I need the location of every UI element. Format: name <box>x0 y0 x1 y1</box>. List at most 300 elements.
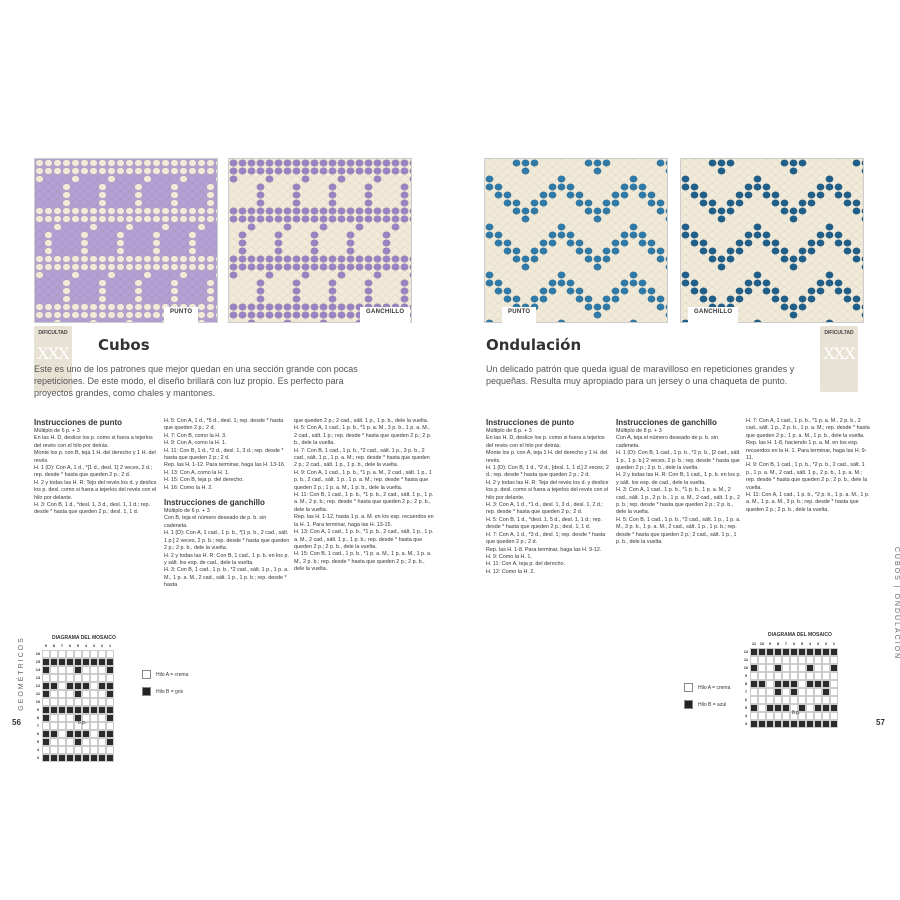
knit-swatch-image <box>34 158 218 323</box>
chart-cell <box>822 688 830 696</box>
pattern-intro: Un delicado patrón que queda igual de maravilloso en repeticiones grandes y pequeñas. Resulta muy apropiado para un jersey o una chaqueta de punto. <box>486 364 795 386</box>
chart-cell <box>822 656 830 664</box>
chart-cell <box>750 696 758 704</box>
chart-cell <box>750 688 758 696</box>
chart-cell <box>66 746 74 754</box>
chart-cell <box>822 696 830 704</box>
chart-cell <box>82 690 90 698</box>
chart-cell <box>58 746 66 754</box>
difficulty-marks: XXX <box>37 344 69 363</box>
chart-cell <box>750 672 758 680</box>
chart-row-number: 10 <box>743 665 749 670</box>
chart-cell <box>814 656 822 664</box>
chart-cell <box>750 704 758 712</box>
chart-cell <box>806 720 814 728</box>
chart-cell <box>42 658 50 666</box>
chart-cell <box>58 682 66 690</box>
chart-cell <box>98 674 106 682</box>
chart-cell <box>66 658 74 666</box>
chart-cell <box>90 730 98 738</box>
chart-cell <box>798 672 806 680</box>
chart-cell <box>758 688 766 696</box>
chart-cell <box>42 730 50 738</box>
chart-row-number: 7 <box>36 723 40 728</box>
swatch-label-knit: PUNTO <box>164 307 198 741</box>
crochet-swatch-image <box>680 158 864 323</box>
chart-column-number: 3 <box>816 641 820 646</box>
chart-cell <box>790 656 798 664</box>
chart-cell <box>82 666 90 674</box>
swatch-label-knit: PUNTO <box>502 307 536 741</box>
chart-cell <box>798 680 806 688</box>
chart-cell <box>66 698 74 706</box>
chart-cell <box>50 674 58 682</box>
chart-cell <box>774 688 782 696</box>
chart-column-number: 11 <box>751 641 757 646</box>
chart-cell <box>790 672 798 680</box>
mosaic-grid <box>742 640 838 728</box>
chart-cell <box>74 706 82 714</box>
chart-cell <box>782 696 790 704</box>
chart-cell <box>42 714 50 722</box>
chart-cell <box>74 754 82 762</box>
chart-cell <box>58 690 66 698</box>
chart-cell <box>766 656 774 664</box>
knit-heading: Instrucciones de punto <box>486 418 575 427</box>
chart-cell <box>90 754 98 762</box>
chart-cell <box>66 666 74 674</box>
chart-cell <box>58 698 66 706</box>
chart-width-label: 6 p. <box>78 720 87 726</box>
chart-cell <box>798 664 806 672</box>
chart-cell <box>66 690 74 698</box>
difficulty-label: DIFICULTAD <box>38 330 68 336</box>
chart-cell <box>106 706 114 714</box>
chart-cell <box>758 648 766 656</box>
knit-swatch-image <box>484 158 668 323</box>
chart-cell <box>782 688 790 696</box>
chart-cell <box>798 648 806 656</box>
chart-cell <box>782 648 790 656</box>
chart-cell <box>106 738 114 746</box>
chart-cell <box>66 754 74 762</box>
chart-cell <box>90 706 98 714</box>
chart-cell <box>774 712 782 720</box>
legend-label-b: Hilo B = gris <box>156 688 184 695</box>
chart-cell <box>42 682 50 690</box>
chart-cell <box>106 666 114 674</box>
chart-cell <box>50 658 58 666</box>
chart-cell <box>814 712 822 720</box>
chart-column-number: 6 <box>68 643 72 648</box>
chart-cell <box>782 712 790 720</box>
chart-cell <box>98 746 106 754</box>
crochet-heading: Instrucciones de ganchillo <box>164 498 265 508</box>
chart-cell <box>82 682 90 690</box>
chart-cell <box>82 698 90 706</box>
chart-column-number: 10 <box>759 641 765 646</box>
chart-cell <box>98 722 106 730</box>
chart-cell <box>66 730 74 738</box>
chart-cell <box>822 720 830 728</box>
chart-cell <box>822 680 830 688</box>
chart-column-number: 9 <box>768 641 772 646</box>
difficulty-marks: XXX <box>823 344 855 363</box>
chart-cell <box>58 722 66 730</box>
chart-cell <box>774 672 782 680</box>
chart-column-number: 5 <box>76 643 80 648</box>
chart-cell <box>750 720 758 728</box>
chart-cell <box>774 704 782 712</box>
chart-row-number: 12 <box>35 683 41 688</box>
chart-cell <box>42 698 50 706</box>
legend <box>142 670 188 704</box>
chart-cell <box>82 650 90 658</box>
chart-column-number: 5 <box>800 641 804 646</box>
chart-width-label: 8 p. <box>792 710 801 716</box>
legend-label-a: Hilo A = crema <box>156 671 189 678</box>
chart-cell <box>106 746 114 754</box>
chart-cell <box>66 714 74 722</box>
col2-text: H. 5: Con A, 1 d., *5 d., desl. 1; rep. desde * hasta que queden 2 p.; 2 d. H. 7: Con B, como la H. 3. H. 9: Con A, como la H. 1. H. 11: Con B, 1 d., *2 d., desl. 1, 3 d.; rep. desde * hasta que queden 2 p.; 2 d. Rep. las H. 1-12. Para terminar, haga las H. 13-16. H. 13: Con A, como la H. 1. H. 15: Con B, teja p. del derecho. H. 16: Como la H. 2. <box>164 418 286 491</box>
chart-cell <box>798 720 806 728</box>
chart-row-number: 3 <box>744 721 748 726</box>
knit-text: Múltiplo de 6 p. + 3 En las H. D, deslice los p. como si fuera a tejerlos del revés con el hilo por detrás. Monte los p. con B, teja 1 H. del derecho y 1 H. del revés. H. 1 (D): Con A, 1 d., *[1 d., desl. 1] 2 veces, 2 d.; rep. desde * hasta que queden 2 p.; 2 d. H. 2 y todas las H. R: Tejo del revés los d. y deslice los p. desl. como si fuera a tejerlos del revés con el hilo por delante. H. 3: Con B, 1 d., *desl. 1, 3 d., desl. 1, 1 d.; rep. desde * hasta que queden 2 p.; desl. 1, 1 d. <box>34 428 157 516</box>
chart-cell <box>766 712 774 720</box>
chart-cell <box>90 722 98 730</box>
chart-cell <box>98 754 106 762</box>
chart-cell <box>66 650 74 658</box>
chart-cell <box>98 658 106 666</box>
chart-cell <box>98 690 106 698</box>
chart-row-number: 5 <box>36 739 40 744</box>
chart-cell <box>758 704 766 712</box>
chart-cell <box>50 746 58 754</box>
crochet-heading: Instrucciones de ganchillo <box>616 418 717 427</box>
chart-cell <box>106 674 114 682</box>
chart-column-number: 1 <box>108 643 112 648</box>
chart-cell <box>814 680 822 688</box>
difficulty-label: DIFICULTAD <box>824 330 854 336</box>
chart-cell <box>90 658 98 666</box>
chart-row-number: 16 <box>35 651 41 656</box>
chart-cell <box>58 714 66 722</box>
legend-item-a <box>684 683 730 692</box>
chart-cell <box>90 698 98 706</box>
chart-cell <box>98 698 106 706</box>
chart-corner <box>742 640 750 648</box>
chart-cell <box>774 664 782 672</box>
chart-cell <box>74 682 82 690</box>
chart-row-number: 4 <box>36 747 40 752</box>
chart-cell <box>766 672 774 680</box>
chart-cell <box>42 674 50 682</box>
chart-cell <box>90 666 98 674</box>
chart-column-number: 7 <box>784 641 788 646</box>
right-page <box>458 150 870 740</box>
page-number-right: 57 <box>876 718 885 727</box>
chart-cell <box>790 720 798 728</box>
col3-text: que queden 2 p.; 2 cad., sált. 1 p., 1 p. b., dele la vuelta. H. 5: Con A, 1 cad., 1 p. b., *1 p. a. M., 3 p. b., 1 p. a. M., 2 cad., sált. 1 p.; rep. desde * hasta que queden 2 p.; 2 p. b., dele la vuelta. H. 7: Con B, 1 cad., 1 p. b., *2 cad., sált. 1 p., 3 p. b., 2 cad., sált. 1 p., 1 p. a. M.; rep. desde * hasta que queden 2 p.; 2 cad., sált. 1 p., 1 p. b., dele la vuelta. H. 9: Con A, 1 cad., 1 p. b., *1 p. a. M., 2 cad., sált. 1 p., 1 p. b., 2 cad., sált. 1 p., 1 p. a. M.; rep. desde * hasta que queden 2 p.; 1 p. a. M., 1 p. b., dele la vuelta. H. 11: Con B, 1 cad., 1 p. b., *1 p. b., 2 cad., sált. 1 p., 1 p. a. M., 2 p. b.; rep. desde * hasta que queden 2 p.; 2 p. b., dele la vuelta. Rep. las H. 1-12, hasta 1 p. a. M. en los esp. recuerdos en la H. 1. Para terminar, haga las H. 13-15. H. 13: Con A, 1 cad., 1 p. b., *1 p. b., 2 cad., sált. 1 p., 1 p. a. M., 2 cad., sált. 1 p., 1 p. b.; rep. desde * hasta que queden 2 p.; 2 p. b., dele la vuelta. H. 15: Con B, 1 cad., 1 p. b., *1 p. a. M., 1 p. a. M., 1 p. a. M., 2 p. b.; rep. desde * hasta que queden 2 p.; 2 p. b., dele la vuelta. <box>294 418 434 573</box>
chart-cell <box>830 696 838 704</box>
chart-cell <box>82 674 90 682</box>
chart-row-number: 15 <box>35 659 41 664</box>
chart-cell <box>806 688 814 696</box>
chart-cell <box>830 648 838 656</box>
chart-cell <box>814 648 822 656</box>
chart-cell <box>822 648 830 656</box>
chart-column-number: 1 <box>832 641 836 646</box>
chart-cell <box>66 722 74 730</box>
chart-column-number: 8 <box>776 641 780 646</box>
chart-cell <box>74 746 82 754</box>
chart-cell <box>106 754 114 762</box>
chart-cell <box>106 658 114 666</box>
chart-cell <box>106 714 114 722</box>
chart-cell <box>50 650 58 658</box>
chart-cell <box>74 698 82 706</box>
chart-cell <box>782 720 790 728</box>
chart-row-number: 3 <box>36 755 40 760</box>
chart-cell <box>66 738 74 746</box>
chart-cell <box>66 682 74 690</box>
chart-cell <box>98 730 106 738</box>
chart-cell <box>50 754 58 762</box>
chart-cell <box>798 656 806 664</box>
chart-cell <box>50 698 58 706</box>
chart-cell <box>42 738 50 746</box>
side-text-right: CUBOS | ONDULACIÓN <box>893 546 900 661</box>
chart-cell <box>90 714 98 722</box>
chart-cell <box>98 666 106 674</box>
page-number-left: 56 <box>12 718 21 727</box>
chart-cell <box>74 666 82 674</box>
chart-cell <box>750 656 758 664</box>
legend-item-b <box>142 687 188 696</box>
mosaic-chart <box>742 640 838 728</box>
chart-cell <box>806 664 814 672</box>
mosaic-chart <box>34 642 114 762</box>
chart-cell <box>758 656 766 664</box>
chart-cell <box>758 664 766 672</box>
chart-cell <box>74 690 82 698</box>
legend-swatch-b <box>684 700 693 709</box>
chart-cell <box>106 722 114 730</box>
chart-cell <box>750 712 758 720</box>
legend <box>684 683 730 717</box>
chart-cell <box>98 714 106 722</box>
chart-cell <box>66 706 74 714</box>
chart-cell <box>58 738 66 746</box>
chart-cell <box>106 730 114 738</box>
chart-cell <box>766 704 774 712</box>
chart-cell <box>798 696 806 704</box>
chart-cell <box>766 720 774 728</box>
chart-cell <box>830 688 838 696</box>
chart-cell <box>42 650 50 658</box>
chart-cell <box>98 706 106 714</box>
chart-cell <box>814 704 822 712</box>
chart-cell <box>750 664 758 672</box>
chart-row-number: 5 <box>744 705 748 710</box>
chart-cell <box>766 664 774 672</box>
chart-cell <box>66 674 74 682</box>
chart-cell <box>822 672 830 680</box>
knit-heading: Instrucciones de punto <box>34 418 123 427</box>
chart-cell <box>774 696 782 704</box>
knit-instructions <box>34 418 160 517</box>
chart-cell <box>774 656 782 664</box>
chart-title: DIAGRAMA DEL MOSAICO <box>52 635 116 641</box>
chart-cell <box>774 720 782 728</box>
chart-cell <box>50 706 58 714</box>
chart-column-number: 2 <box>824 641 828 646</box>
chart-cell <box>790 680 798 688</box>
chart-row-number: 11 <box>743 657 749 662</box>
chart-cell <box>90 674 98 682</box>
chart-cell <box>782 672 790 680</box>
chart-corner <box>34 642 42 650</box>
col3-text: H. 7: Con A, 1 cad., 1 p. b., *1 p. a. M., 2 p. b., 2 cad., sált. 1 p., 2 p. b., 1 p. a. M.; rep. desde * hasta que queden 2 p.; 1 p. a. M., 1 p. b., dele la vuelta. Rep. las H. 1-8, haciendo 1 p. a. M. en los esp. recuerdos en la H. 1. Para terminar, haga las H. 9-11. H. 9: Con B, 1 cad., 1 p. b., *2 p. b., 2 cad., sált. 1 p., 1 p. a. M., 2 cad., sált. 1 p., 2 p. b., 1 p. a. M.; rep. desde * hasta que queden 2 p.; 2 p. b., dele la vuelta. H. 11: Con A, 1 cad., 1 p. b., *2 p. b., 1 p. a. M., 1 p. a. M., 1 p. a. M., 3 p. b.; rep. desde * hasta que queden 2 p.; 2 p. b., dele la vuelta. <box>746 418 870 513</box>
knit-instructions <box>486 418 612 576</box>
chart-row-number: 6 <box>36 731 40 736</box>
left-page <box>30 150 442 760</box>
chart-cell <box>98 650 106 658</box>
chart-cell <box>830 664 838 672</box>
chart-cell <box>830 712 838 720</box>
chart-cell <box>782 704 790 712</box>
chart-cell <box>58 706 66 714</box>
chart-cell <box>106 698 114 706</box>
chart-cell <box>106 650 114 658</box>
crochet-swatch-image <box>228 158 412 323</box>
chart-cell <box>90 690 98 698</box>
chart-cell <box>790 688 798 696</box>
chart-row-number: 6 <box>744 697 748 702</box>
chart-cell <box>774 680 782 688</box>
chart-column-number: 4 <box>808 641 812 646</box>
chart-cell <box>42 722 50 730</box>
chart-cell <box>750 648 758 656</box>
chart-cell <box>750 680 758 688</box>
chart-cell <box>42 746 50 754</box>
chart-cell <box>830 680 838 688</box>
chart-cell <box>774 648 782 656</box>
chart-cell <box>106 690 114 698</box>
chart-column-number: 3 <box>92 643 96 648</box>
chart-cell <box>822 664 830 672</box>
chart-row-number: 12 <box>743 649 749 654</box>
chart-cell <box>74 738 82 746</box>
chart-row-number: 4 <box>744 713 748 718</box>
swatch-label-crochet: GANCHILLO <box>688 307 738 741</box>
chart-column-number: 8 <box>52 643 56 648</box>
chart-column-number: 7 <box>60 643 64 648</box>
legend-swatch-b <box>142 687 151 696</box>
chart-cell <box>830 704 838 712</box>
difficulty-box <box>820 326 858 392</box>
legend-label-a: Hilo A = crema <box>698 684 731 691</box>
chart-row-number: 14 <box>35 667 41 672</box>
chart-row-number: 9 <box>36 707 40 712</box>
chart-cell <box>814 720 822 728</box>
chart-cell <box>58 674 66 682</box>
chart-cell <box>822 704 830 712</box>
chart-cell <box>90 738 98 746</box>
pattern-title: Cubos <box>98 336 150 354</box>
chart-cell <box>814 664 822 672</box>
chart-row-number: 13 <box>35 675 41 680</box>
chart-cell <box>42 666 50 674</box>
chart-cell <box>790 648 798 656</box>
chart-cell <box>74 730 82 738</box>
chart-column-number: 9 <box>44 643 48 648</box>
chart-row-number: 8 <box>744 681 748 686</box>
chart-cell <box>830 720 838 728</box>
chart-cell <box>806 656 814 664</box>
chart-cell <box>82 706 90 714</box>
chart-cell <box>806 712 814 720</box>
instructions-col-2 <box>164 418 290 590</box>
chart-cell <box>814 688 822 696</box>
chart-row-number: 11 <box>35 691 41 696</box>
chart-cell <box>782 680 790 688</box>
chart-cell <box>766 648 774 656</box>
chart-cell <box>790 664 798 672</box>
chart-cell <box>74 658 82 666</box>
pattern-intro: Este es uno de los patrones que mejor quedan en una sección grande con pocas repeticiones. De este modo, el diseño brillará con luz propio. Es perfecto para proyectos grandes, como chales y mantones. <box>34 364 358 398</box>
chart-cell <box>50 682 58 690</box>
chart-cell <box>758 680 766 688</box>
legend-swatch-a <box>684 683 693 692</box>
chart-cell <box>106 682 114 690</box>
chart-cell <box>806 680 814 688</box>
side-text-left: GEOMÉTRICOS <box>17 636 25 711</box>
knit-text: Múltiplo de 8 p. + 3 En las H. D, deslice los p. como si fuera a tejerlos del revés con el hilo por detrás. Monte los p. con A, teja 1 H. del derecho y 1 H. del revés. H. 1 (D): Con B, 1 d., *2 d., [desl. 1, 1 d.] 2 veces, 2 d.; rep. desde * hasta que queden 2 p.; 2 d. H. 2 y todas las H. R: Teja del revés los d. y deslice los p. desl. como si fuera a tejerlos del revés con el hilo por delante. H. 3: Con A, 1 d., *1 d., desl. 1, 3 d., desl. 1, 2 d.; rep. desde * hasta que queden 2 p.; 2 d. H. 5: Con B, 1 d., *desl. 1, 5 d., desl. 1, 1 d.; rep. desde * hasta que queden 2 p.; desl. 1, 1 d. H. 7: Con A, 1 d., *3 d., desl. 1; rep. desde * hasta que queden 2 p.; 2 d. Rep. las H. 1-8. Para terminar, haga las H. 9-12. H. 9: Como la H. 1. H. 11: Con A, teja p. del derecho. H. 12: Como la H. 2. <box>486 428 609 575</box>
chart-cell <box>74 674 82 682</box>
chart-title: DIAGRAMA DEL MOSAICO <box>768 632 832 638</box>
chart-cell <box>82 738 90 746</box>
legend-item-a <box>142 670 188 679</box>
chart-column-number: 6 <box>792 641 796 646</box>
chart-cell <box>90 746 98 754</box>
chart-row-number: 7 <box>744 689 748 694</box>
chart-cell <box>90 682 98 690</box>
chart-column-number: 4 <box>84 643 88 648</box>
chart-cell <box>58 754 66 762</box>
mosaic-grid <box>34 642 114 762</box>
chart-cell <box>782 664 790 672</box>
chart-cell <box>782 656 790 664</box>
legend-item-b <box>684 700 730 709</box>
chart-cell <box>50 666 58 674</box>
pattern-title: Ondulación <box>486 336 582 354</box>
chart-cell <box>766 696 774 704</box>
chart-cell <box>822 712 830 720</box>
chart-cell <box>58 730 66 738</box>
chart-cell <box>766 688 774 696</box>
crochet-text: Múltiplo de 8 p. + 3 Con A, teja el número deseado de p. b. sin cadeneta. H. 1 (D): Con B, 1 cad., 1 p. b., *2 p. b., [2 cad., sált. 1 p., 1 p. b.] 2 veces, 2 p. b.; rep. desde * hasta que queden 2 p.; 2 p. b., dele la vuelta. H. 2 y todas las H. R: Con B, 1 cad., 1 p. b. en los p. y sált. los esp. de cad., dele la vuelta. H. 3: Con A, 1 cad., 1 p. b., *1 p. b., 1 p. a. M., 2 cad., sált. 1 p., 2 p. b., 1 p. a. M., 2 cad., sált. 1 p., 2 p. b.; rep. desde * hasta que queden 2 p.; 2 p. b., dele la vuelta. H. 5: Con B, 1 cad., 1 p. b., *2 cad., sált. 1 p., 1 p. a. M., 3 p. b., 1 p. a. M., 2 cad., sált. 1 p., 1 p. b.; rep. desde * hasta que queden 2 p.; 2 cad., sált. 1 p., 1 p. b., dele la vuelta. <box>616 428 741 546</box>
chart-cell <box>814 696 822 704</box>
chart-column-number: 2 <box>100 643 104 648</box>
chart-cell <box>90 650 98 658</box>
chart-cell <box>758 720 766 728</box>
chart-cell <box>814 672 822 680</box>
chart-cell <box>74 650 82 658</box>
chart-cell <box>50 730 58 738</box>
chart-cell <box>58 650 66 658</box>
swatch-label-crochet: GANCHILLO <box>360 307 410 741</box>
